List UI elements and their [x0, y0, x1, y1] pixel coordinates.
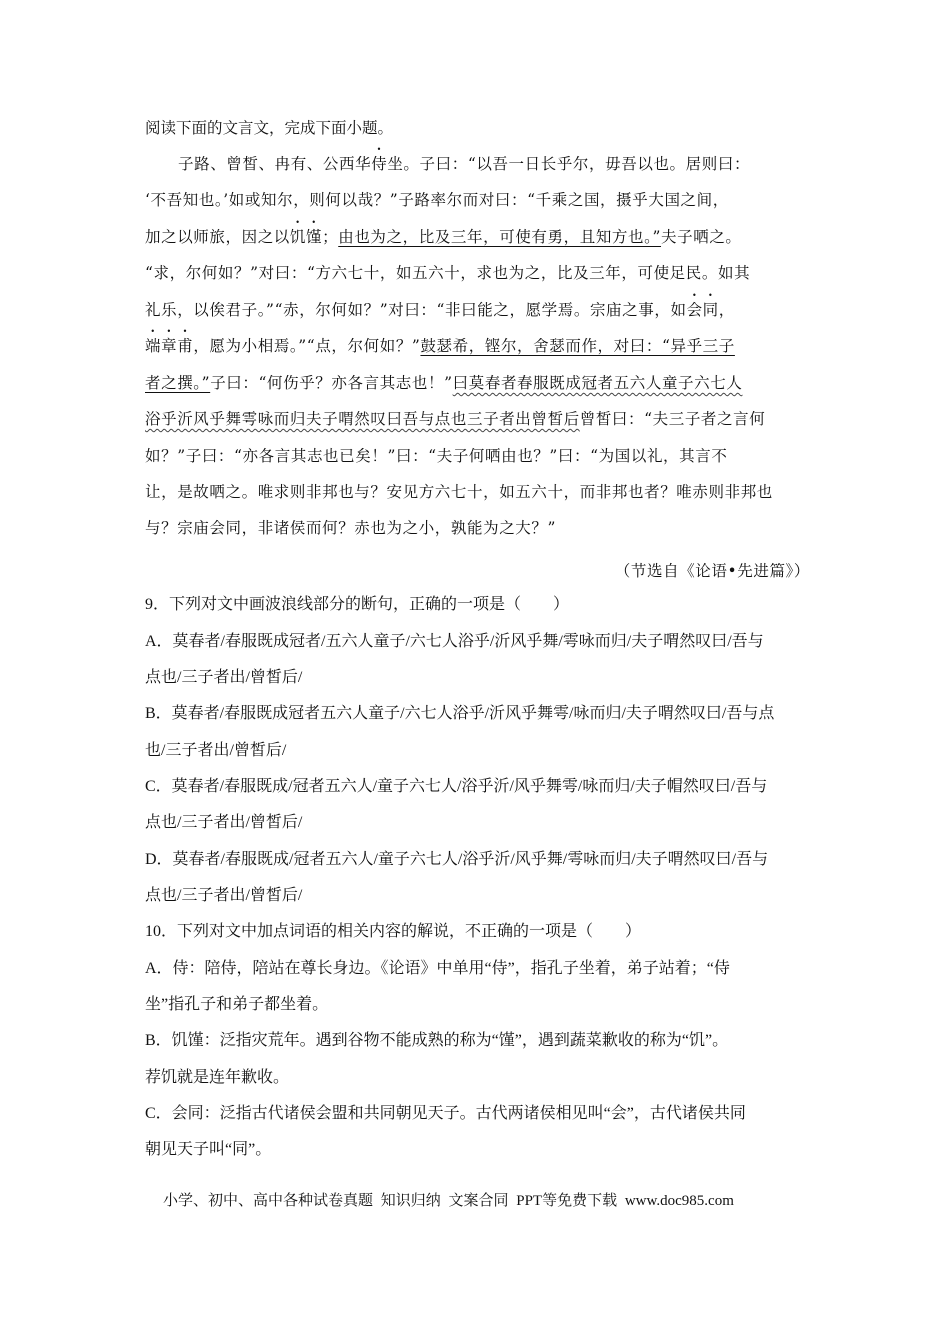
passage-text: 加之以师旅，因之以 — [145, 228, 290, 246]
passage-line-3 — [145, 226, 805, 248]
underlined-sentence: 由也为之，比及三年，可使有勇，且知方也。” — [338, 228, 662, 246]
passage-text: ； — [322, 228, 339, 246]
question-10-stem: 10．下列对文中加点词语的相关内容的解说，不正确的一项是（ ） — [145, 923, 642, 940]
wavy-underlined-text: 浴乎沂风乎舞雩咏而归夫子喟然叹曰吾与点也三子者出曾皙后 — [145, 410, 580, 428]
passage-line-9: 如？”子曰：“亦各言其志也已矣！”曰：“夫子何哂由也？”曰：“为国以礼，其言不 — [145, 447, 728, 465]
wavy-underlined-text: 曰莫春者春服既成冠者五六人童子六七人 — [452, 374, 743, 392]
dotted-char-jin: 馑 — [306, 228, 323, 246]
question-9-option-c-cont: 点也/三子者出/曾皙后/ — [145, 814, 303, 831]
passage-line-2: ‘不吾知也。’如或知尔，则何以哉？”子路率尔而对曰：“千乘之国，摄乎大国之间， — [145, 191, 729, 209]
question-10-option-b: B．饥馑：泛指灾荒年。遇到谷物不能成熟的称为“馑”，遇到蔬菜歉收的称为“饥”。 — [145, 1032, 729, 1049]
passage-line-11: 与？宗庙会同，非诸侯而何？赤也为之小，孰能为之大？” — [145, 519, 557, 537]
passage-line-8 — [145, 408, 805, 430]
question-9-option-b: B．莫春者/春服既成冠者五六人童子/六七人浴乎/沂风乎舞雩/咏而归/夫子喟然叹曰/吾与点 — [145, 705, 775, 722]
passage-line-10: 让，是故哂之。唯求则非邦也与？安见方六七十，如五六十，而非邦也者？唯赤则非邦也 — [145, 483, 773, 501]
dotted-char-fu: 甫 — [177, 337, 194, 355]
intro-text: 阅读下面的文言文，完成下面小题。 — [145, 119, 394, 137]
question-10-option-a-cont: 坐”指孔子和弟子都坐着。 — [145, 996, 329, 1013]
dotted-char-duan: 端 — [145, 337, 162, 355]
passage-text: 子路、曾皙、冉有、公西华 — [178, 155, 372, 173]
question-9-option-d: D．莫春者/春服既成/冠者五六人/童子六七人/浴乎沂/风乎舞/雩咏而归/夫子喟然叹曰/吾与 — [145, 851, 769, 868]
question-9-option-a: A．莫春者/春服既成冠者/五六人童子/六七人浴乎/沂风乎舞/雩咏而归/夫子喟然叹曰/吾与 — [145, 633, 764, 650]
question-10-option-c: C．会同：泛指古代诸侯会盟和共同朝见天子。古代两诸侯相见叫“会”，古代诸侯共同 — [145, 1105, 746, 1122]
question-9-option-d-cont: 点也/三子者出/曾皙后/ — [145, 887, 303, 904]
dotted-char-hui: 会 — [686, 301, 703, 319]
passage-text: 礼乐，以俟君子。”“赤，尔何如？”对曰：“非曰能之，愿学焉。宗庙之事，如 — [145, 301, 687, 319]
question-10-option-b-cont: 荐饥就是连年歉收。 — [145, 1069, 290, 1086]
passage-text: 曾皙曰：“夫三子者之言何 — [579, 410, 766, 428]
passage-line-1 — [178, 153, 838, 175]
passage-line-5 — [145, 299, 805, 321]
question-9-option-a-cont: 点也/三子者出/曾皙后/ — [145, 669, 303, 686]
passage-text: ， — [718, 301, 735, 319]
passage-text: 子曰：“何伤乎？亦各言其志也！” — [210, 374, 453, 392]
underlined-sentence: 鼓瑟希，铿尔，舍瑟而作，对曰：“异乎三子 — [420, 337, 735, 355]
question-9-stem: 9．下列对文中画波浪线部分的断句，正确的一项是（ ） — [145, 596, 570, 613]
dotted-char-tong: 同 — [702, 301, 719, 319]
passage-text: 坐。子曰：“以吾一日长乎尔，毋吾以也。居则曰： — [387, 155, 751, 173]
passage-source: （节选自《论语•先进篇》） — [614, 562, 810, 580]
question-9-option-b-cont: 也/三子者出/曾皙后/ — [145, 742, 287, 759]
passage-text: ，愿为小相焉。”“点，尔何如？” — [193, 337, 421, 355]
passage-line-7 — [145, 372, 805, 394]
dotted-char-zhang: 章 — [161, 337, 178, 355]
passage-line-4: “求，尔何如？”对曰：“方六七十，如五六十，求也为之，比及三年，可使足民。如其 — [145, 264, 751, 282]
question-10-option-c-cont: 朝见天子叫“同”。 — [145, 1141, 272, 1158]
question-10-option-a: A．侍：陪侍，陪站在尊长身边。《论语》中单用“侍”，指孔子坐着，弟子站着；“侍 — [145, 960, 730, 977]
page-footer: 小学、初中、高中各种试卷真题 知识归纳 文案合同 PPT等免费下载 www.doc985.com — [163, 1193, 734, 1209]
dotted-char-ji: 饥 — [289, 228, 307, 246]
question-9-option-c: C．莫春者/春服既成/冠者五六人/童子六七人/浴乎沂/风乎舞雩/咏而归/夫子帽然叹曰/吾与 — [145, 778, 768, 795]
passage-line-6 — [145, 335, 805, 357]
dotted-char-shi: 侍 — [371, 155, 388, 173]
passage-text: 夫子哂之。 — [661, 228, 742, 246]
underlined-sentence: 者之撰。” — [145, 374, 211, 392]
